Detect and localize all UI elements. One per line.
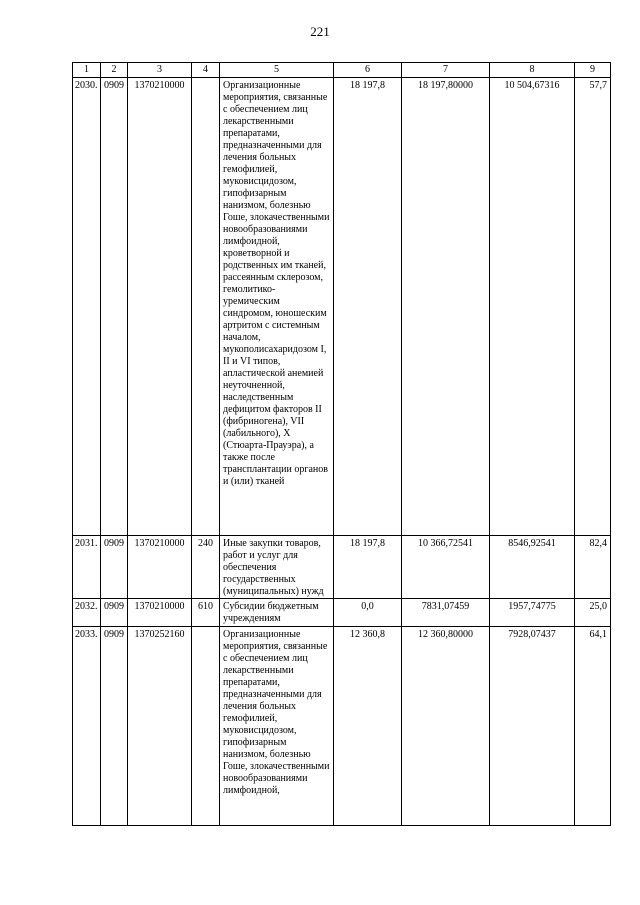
section-code: 0909 (101, 78, 128, 536)
header-cell: 7 (402, 63, 490, 78)
header-row (73, 63, 611, 78)
item-description: Организационные мероприятия, связанные с обеспечением лиц лекарственными препаратами, предназначенными для лечения больных гемофилией, муковисцидозом, гипофизарным нанизмом, болезнью Гоше, злокачественными новообразованиями лимфоидной, кроветворной и родственных им тканей, рассеянным склерозом, гемолитико-уремическим синдромом, юношеским артритом с системным началом, мукополисахаридозом I, II и VI типов, апластической анемией неуточненной, наследственным дефицитом факторов II (фибриногена), VII (лабильного), X (Стюарта-Прауэра), а также после трансплантации органов и (или) тканей (220, 78, 334, 536)
budget-table (72, 62, 611, 826)
header-cell: 8 (490, 63, 575, 78)
target-code: 1370210000 (128, 599, 192, 627)
table-row (73, 627, 611, 826)
execution-percent: 25,0 (575, 599, 611, 627)
row-number: 2030. (73, 78, 101, 536)
expense-type: 240 (192, 536, 220, 599)
row-number: 2031. (73, 536, 101, 599)
table-row (73, 536, 611, 599)
planned-amount: 18 197,8 (334, 78, 402, 536)
approved-amount: 18 197,80000 (402, 78, 490, 536)
header-cell: 2 (101, 63, 128, 78)
executed-amount: 8546,92541 (490, 536, 575, 599)
planned-amount: 0,0 (334, 599, 402, 627)
item-description: Субсидии бюджетным учреждениям (220, 599, 334, 627)
target-code: 1370210000 (128, 78, 192, 536)
executed-amount: 7928,07437 (490, 627, 575, 826)
section-code: 0909 (101, 536, 128, 599)
header-cell: 1 (73, 63, 101, 78)
approved-amount: 10 366,72541 (402, 536, 490, 599)
row-number: 2033. (73, 627, 101, 826)
section-code: 0909 (101, 627, 128, 826)
header-cell: 9 (575, 63, 611, 78)
expense-type (192, 78, 220, 536)
header-cell: 3 (128, 63, 192, 78)
section-code: 0909 (101, 599, 128, 627)
header-cell: 4 (192, 63, 220, 78)
header-cell: 6 (334, 63, 402, 78)
expense-type (192, 627, 220, 826)
target-code: 1370252160 (128, 627, 192, 826)
header-cell: 5 (220, 63, 334, 78)
execution-percent: 82,4 (575, 536, 611, 599)
target-code: 1370210000 (128, 536, 192, 599)
table-row (73, 78, 611, 536)
execution-percent: 64,1 (575, 627, 611, 826)
executed-amount: 10 504,67316 (490, 78, 575, 536)
table-row (73, 599, 611, 627)
executed-amount: 1957,74775 (490, 599, 575, 627)
row-number: 2032. (73, 599, 101, 627)
item-description: Организационные мероприятия, связанные с обеспечением лиц лекарственными препаратами, предназначенными для лечения больных гемофилией, муковисцидозом, гипофизарным нанизмом, болезнью Гоше, злокачественными новообразованиями лимфоидной, (220, 627, 334, 826)
planned-amount: 12 360,8 (334, 627, 402, 826)
approved-amount: 12 360,80000 (402, 627, 490, 826)
approved-amount: 7831,07459 (402, 599, 490, 627)
item-description: Иные закупки товаров, работ и услуг для обеспечения государственных (муниципальных) нужд (220, 536, 334, 599)
execution-percent: 57,7 (575, 78, 611, 536)
page-number: 221 (310, 24, 330, 39)
expense-type: 610 (192, 599, 220, 627)
planned-amount: 18 197,8 (334, 536, 402, 599)
